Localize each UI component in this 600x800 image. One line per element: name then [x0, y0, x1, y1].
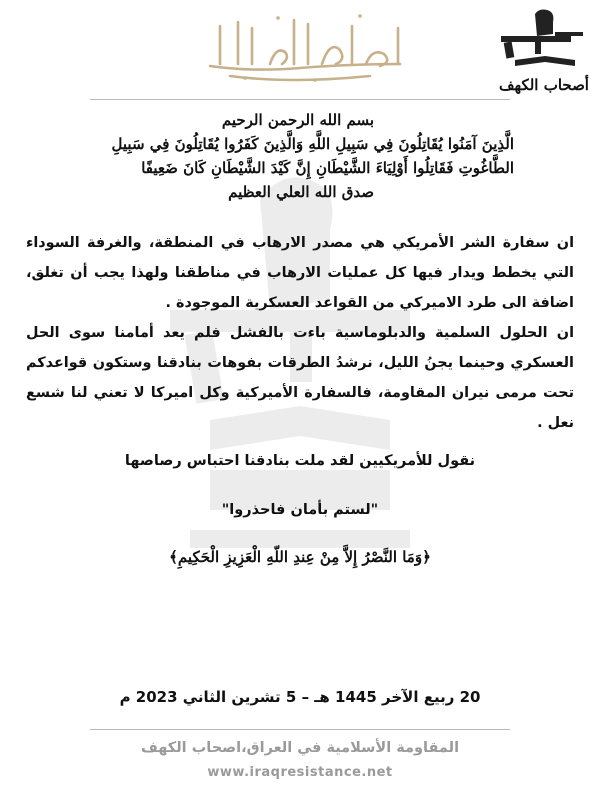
body-paragraph: ان الحلول السلمية والدبلوماسية باءت بالفشل فلم يعد أمامنا سوى الحل العسكري وحينما يجنُ الليل، نرشدُ الطرقات بفوهات بنادقنا وستكون قواعدكم تحت مرمى نيران المقاومة، فالسفارة الأميركية وكل اميركا لا تعني لنا شسع نعل .	[26, 325, 574, 431]
organization-logo	[495, 6, 593, 94]
closing-verse: ﴿وَمَا النَّصْرُ إِلاَّ مِنْ عِندِ اللّهِ الْعَزِيزِ الْحَكِيمِ﴾	[169, 548, 431, 566]
closing-line: نقول للأمريكيين لقد ملت بنادقنا احتباس رصاصها	[124, 453, 476, 469]
statement-body	[26, 228, 574, 438]
basmala-calligraphy	[190, 6, 420, 86]
logo-text: أصحاب الكهف	[499, 76, 589, 94]
body-paragraph: ان سفارة الشر الأمريكي هي مصدر الارهاب في المنطقة، والغرفة السوداء التي يخطط ويدار فيها كل عمليات الارهاب في مناطقنا ولهذا يجب أن تغلق، اضافة الى طرد الاميركي من القواعد العسكرية الموجودة .	[26, 235, 574, 311]
slogan: "لستم بأمان فاحذروا"	[221, 502, 379, 518]
opening-verse	[26, 108, 574, 204]
letterhead	[0, 0, 600, 100]
footer-organization: المقاومة الأسلامية في العراق،اصحاب الكهف	[140, 740, 460, 756]
verse-line: الطَّاغُوتِ فَقَاتِلُوا أَوْلِيَاءَ الشَّيْطَانِ إِنَّ كَيْدَ الشَّيْطَانِ كَانَ ضَعِيفًا	[141, 159, 514, 177]
verse-closing-line: صدق الله العلي العظيم	[228, 183, 374, 201]
logo-emblem-icon	[495, 6, 593, 72]
verse-line: الَّذِينَ آمَنُوا يُقَاتِلُونَ فِي سَبِيلِ اللَّهِ وَالَّذِينَ كَفَرُوا يُقَاتِلُونَ فِي سَبِيلِ	[111, 135, 514, 153]
statement-content	[26, 108, 574, 566]
basmala-line: بسم الله الرحمن الرحيم	[221, 111, 374, 129]
statement-date: 20 ربيع الآخر 1445 هـ – 5 تشرين الثاني 2023 م	[119, 688, 481, 706]
footer-website-link[interactable]: www.iraqresistance.net	[207, 765, 393, 780]
footer-divider	[90, 729, 510, 730]
header-divider	[90, 99, 510, 100]
